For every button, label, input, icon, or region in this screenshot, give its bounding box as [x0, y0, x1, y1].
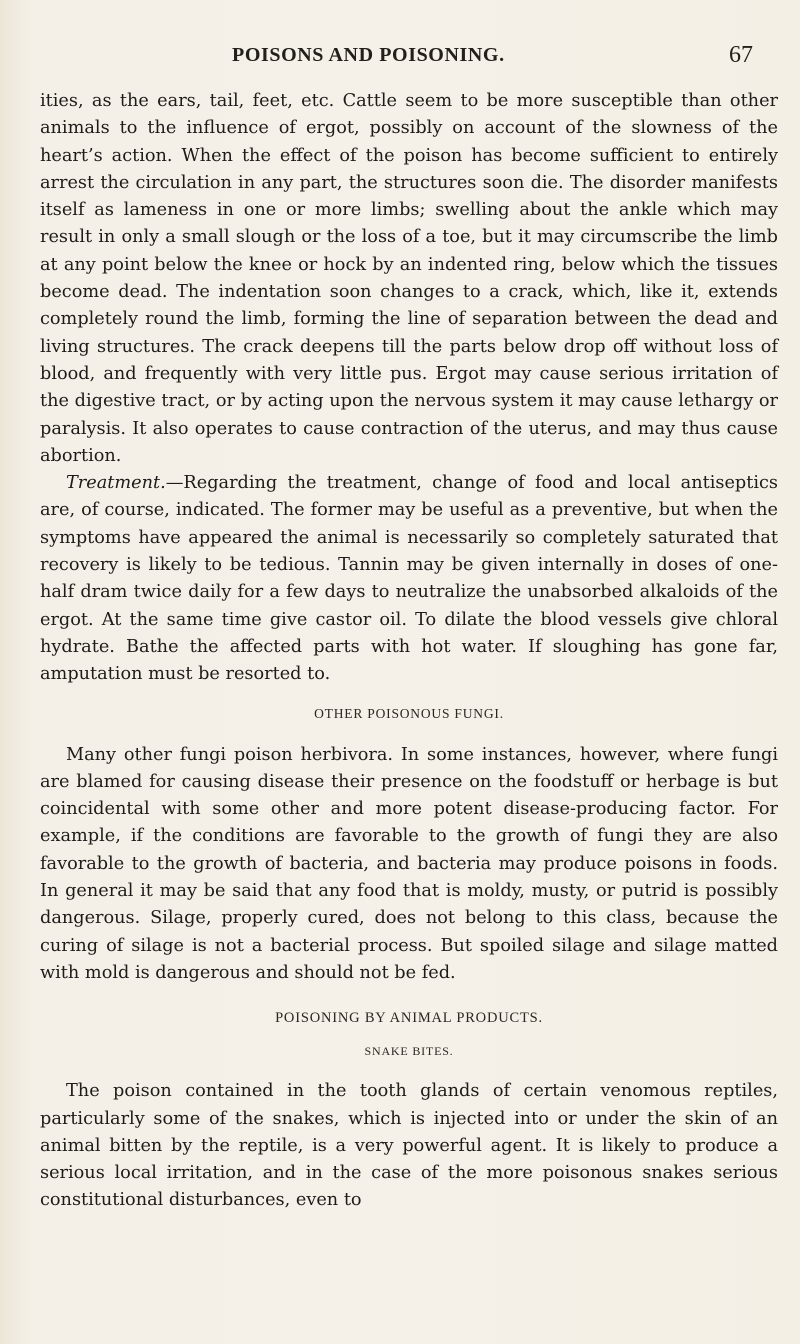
heading-poisoning-by-animal-products: POISONING BY ANIMAL PRODUCTS. [275, 1010, 543, 1027]
paragraph-ergot-effects: ities, as the ears, tail, feet, etc. Cattle seem to be more susceptible than other animals to the influence of ergot, possibly on account of the slowness of the heart’s action. When the effect of the poison has become sufficient to entirely arrest the circulation in any part, the structures soon die. The disorder manifests itself as lameness in one or more limbs; swelling about the ankle which may result in only a small slough or the loss of a toe, but it may circumscribe the limb at any point below the knee or hock by an indented ring, below which the tissues become dead. The indentation soon changes to a crack, which, like it, extends completely round the limb, forming the line of separation between the dead and living structures. The crack deepens till the parts below drop off without loss of blood, and frequently with very little pus. Ergot may cause serious irritation of the digestive tract, or by acting upon the nervous system it may cause lethargy or paralysis. It also operates to cause contraction of the uterus, and may thus cause abortion. [40, 91, 778, 466]
running-header [0, 38, 800, 68]
paragraph-treatment [40, 470, 778, 688]
treatment-text: —Regarding the treatment, change of food and local antiseptics are, of course, indicated. The former may be useful as a preventive, but when the symptoms have appeared the animal is necessarily so completely saturated that recovery is likely to be tedious. Tannin may be given internally in doses of one-half dram twice daily for a few days to neutralize the unabsorbed alkaloids of the ergot. At the same time give castor oil. To dilate the blood vessels give chloral hydrate. Bathe the affected parts with hot water. If sloughing has gone far, amputation must be resorted to. [40, 473, 778, 685]
page-number: 67 [729, 42, 753, 68]
treatment-label: Treatment. [66, 473, 166, 494]
body-text [40, 88, 778, 1215]
heading-other-poisonous-fungi: OTHER POISONOUS FUNGI. [314, 705, 504, 721]
paragraph-other-fungi: Many other fungi poison herbivora. In some instances, however, where fungi are blamed for causing disease their presence on the foodstuff or herbage is but coincidental with some other and more potent disease-producing factor. For example, if the conditions are favorable to the growth of fungi they are also favorable to the growth of bacteria, and bacteria may produce poisons in foods. In general it may be said that any food that is moldy, musty, or putrid is possibly dangerous. Silage, properly cured, does not belong to this class, because the curing of silage is not a bacterial process. But spoiled silage and silage matted with mold is dangerous and should not be fed. [40, 744, 778, 983]
heading-snake-bites: SNAKE BITES. [364, 1044, 454, 1059]
paragraph-snake-bites: The poison contained in the tooth glands of certain venomous reptiles, particularly some of the snakes, which is injected into or under the skin of an animal bitten by the reptile, is a very powerful agent. It is likely to produce a serious local irritation, and in the case of the more poisonous snakes serious constitutional disturbances, even to [40, 1081, 778, 1211]
running-title: POISONS AND POISONING. [232, 44, 505, 66]
